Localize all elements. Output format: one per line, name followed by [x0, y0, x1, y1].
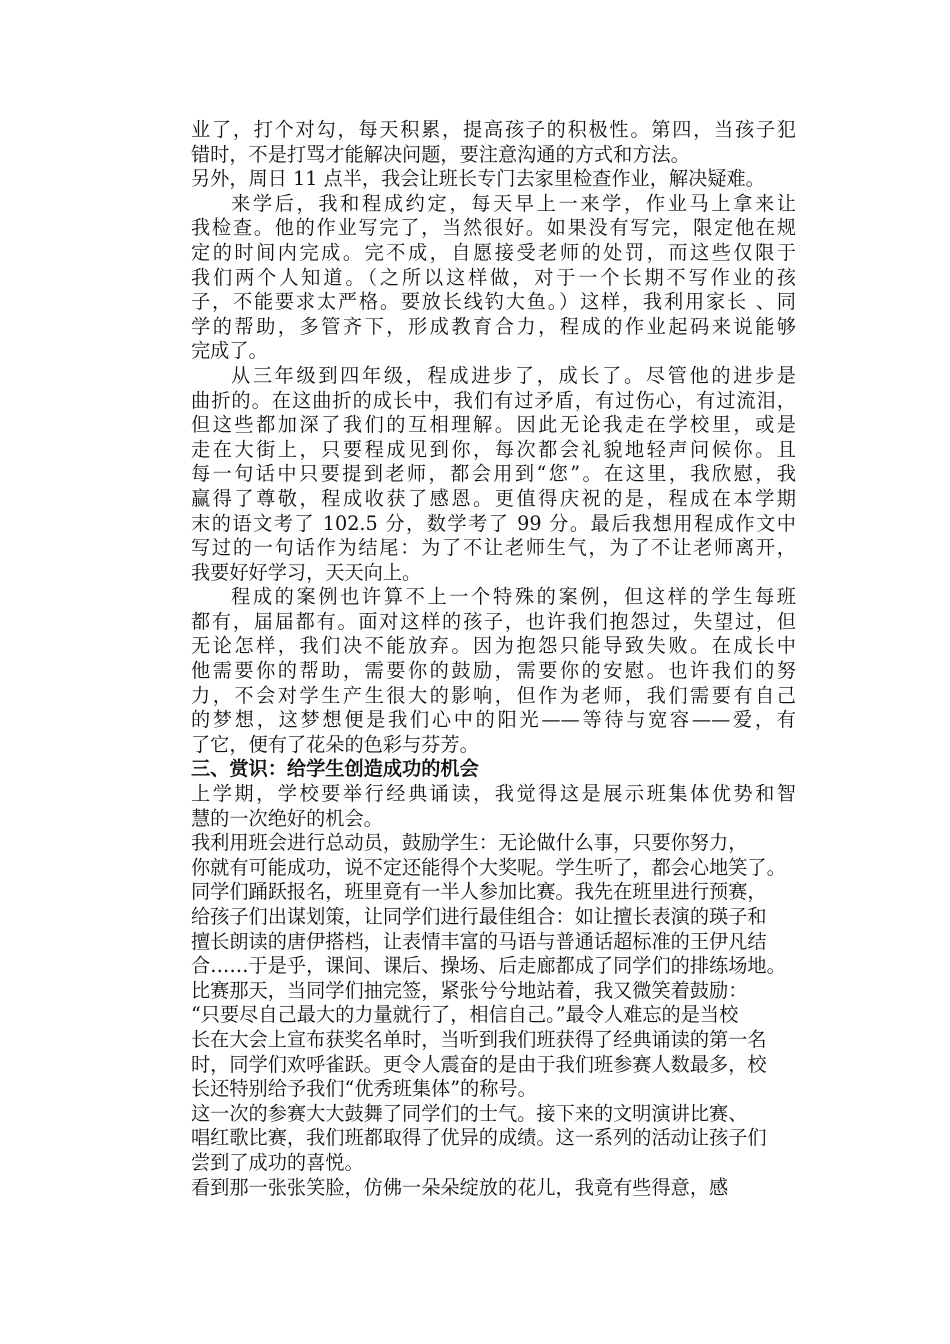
text-line: 你就有可能成功，说不定还能得个大奖呢。学生听了，都会心地笑了。 [191, 855, 786, 879]
text-line: 慧的一次绝好的机会。 [191, 806, 383, 830]
text-line: 写过的一句话作为结尾：为了不让老师生气，为了不让老师离开， [191, 536, 796, 560]
text-line: 但这些都加深了我们的互相理解。因此无论我走在学校里，或是 [191, 413, 796, 437]
text-line: 给孩子们出谋划策，让同学们进行最佳组合：如让擅长表演的瑛子和 [191, 905, 767, 928]
text-line: 唱红歌比赛，我们班都取得了优异的成绩。这一系列的活动让孩子们 [191, 1126, 767, 1150]
text-line: 合……于是乎，课间、课后、操场、后走廊都成了同学们的排练场地。 [191, 954, 786, 978]
text-line: 我利用班会进行总动员，鼓励学生：无论做什么事，只要你努力， [191, 831, 748, 855]
text-line: 了它，便有了花朵的色彩与芬芳。 [191, 732, 479, 756]
text-line: 定的时间内完成。完不成，自愿接受老师的处罚，而这些仅限于 [191, 240, 796, 264]
text-line: 都有，届届都有。面对这样的孩子，也许我们抱怨过，失望过，但 [191, 609, 796, 633]
text-line: 时，同学们欢呼雀跃。更令人震奋的是由于我们班参赛人数最多，校 [191, 1052, 767, 1076]
text-line: 长在大会上宣布获奖名单时，当听到我们班获得了经典诵读的第一名 [191, 1027, 767, 1051]
text-line: 力，不会对学生产生很大的影响，但作为老师，我们需要有自己 [191, 683, 796, 707]
text-line: 错时，不是打骂才能解决问题，要注意沟通的方式和方法。 [191, 142, 690, 166]
text-line: 我要好好学习，天天向上。 [191, 560, 422, 584]
text-line: “只要尽自己最大的力量就行了，相信自己。”最令人难忘的是当校 [191, 1003, 739, 1027]
text-line: 这一次的参赛大大鼓舞了同学们的士气。接下来的文明演讲比赛、 [191, 1101, 748, 1125]
text-line: 业了，打个对勾，每天积累，提高孩子的积极性。第四，当孩子犯 [191, 118, 796, 141]
text-line: 末的语文考了 102.5 分，数学考了 99 分。最后我想用程成作文中 [191, 511, 796, 535]
text-line: 尝到了成功的喜悦。 [191, 1150, 364, 1174]
text-line: 学的帮助，多管齐下，形成教育合力，程成的作业起码来说能够 [191, 314, 796, 338]
document-page [191, 118, 796, 1200]
text-line: 从三年级到四年级，程成进步了，成长了。尽管他的进步是 [231, 363, 796, 387]
text-line: 来学后，我和程成约定，每天早上一来学，作业马上拿来让 [231, 191, 796, 215]
text-line: 每一句话中只要提到老师，都会用到“您”。在这里，我欣慰，我 [191, 462, 796, 486]
text-line: 长还特别给予我们“优秀班集体”的称号。 [191, 1077, 537, 1101]
text-line: 上学期，学校要举行经典诵读，我觉得这是展示班集体优势和智 [191, 782, 796, 806]
text-line: 赢得了尊敬，程成收获了感恩。更值得庆祝的是，程成在本学期 [191, 486, 796, 510]
section-heading: 三、赏识：给学生创造成功的机会 [191, 757, 479, 781]
text-line: 走在大街上，只要程成见到你，每次都会礼貌地轻声问候你。且 [191, 437, 796, 461]
text-line: 另外，周日 11 点半，我会让班长专门去家里检查作业，解决疑难。 [191, 167, 765, 191]
text-line: 无论怎样，我们决不能放弃。因为抱怨只能导致失败。在成长中 [191, 634, 796, 658]
text-line: 程成的案例也许算不上一个特殊的案例，但这样的学生每班 [231, 585, 796, 609]
text-line: 同学们踊跃报名，班里竟有一半人参加比赛。我先在班里进行预赛， [191, 880, 767, 904]
text-line: 擅长朗读的唐伊搭档，让表情丰富的马语与普通话超标准的王伊凡结 [191, 929, 767, 953]
text-line: 他需要你的帮助，需要你的鼓励，需要你的安慰。也许我们的努 [191, 659, 796, 683]
text-line: 的梦想，这梦想便是我们心中的阳光——等待与宽容——爱，有 [191, 708, 796, 732]
document-body [191, 118, 796, 1200]
text-line: 我们两个人知道。（之所以这样做，对于一个长期不写作业的孩 [191, 265, 796, 289]
text-line: 我检查。他的作业写完了，当然很好。如果没有写完，限定他在规 [191, 216, 796, 240]
text-line: 曲折的。在这曲折的成长中，我们有过矛盾，有过伤心，有过流泪， [191, 388, 796, 412]
text-line: 比赛那天，当同学们抽完签，紧张兮兮地站着，我又微笑着鼓励： [191, 978, 748, 1002]
text-line: 完成了。 [191, 339, 268, 363]
text-line: 子，不能要求太严格。要放长线钓大鱼。）这样，我利用家长 、同 [191, 290, 796, 314]
text-line: 看到那一张张笑脸，仿佛一朵朵绽放的花儿，我竟有些得意，感 [191, 1175, 729, 1199]
